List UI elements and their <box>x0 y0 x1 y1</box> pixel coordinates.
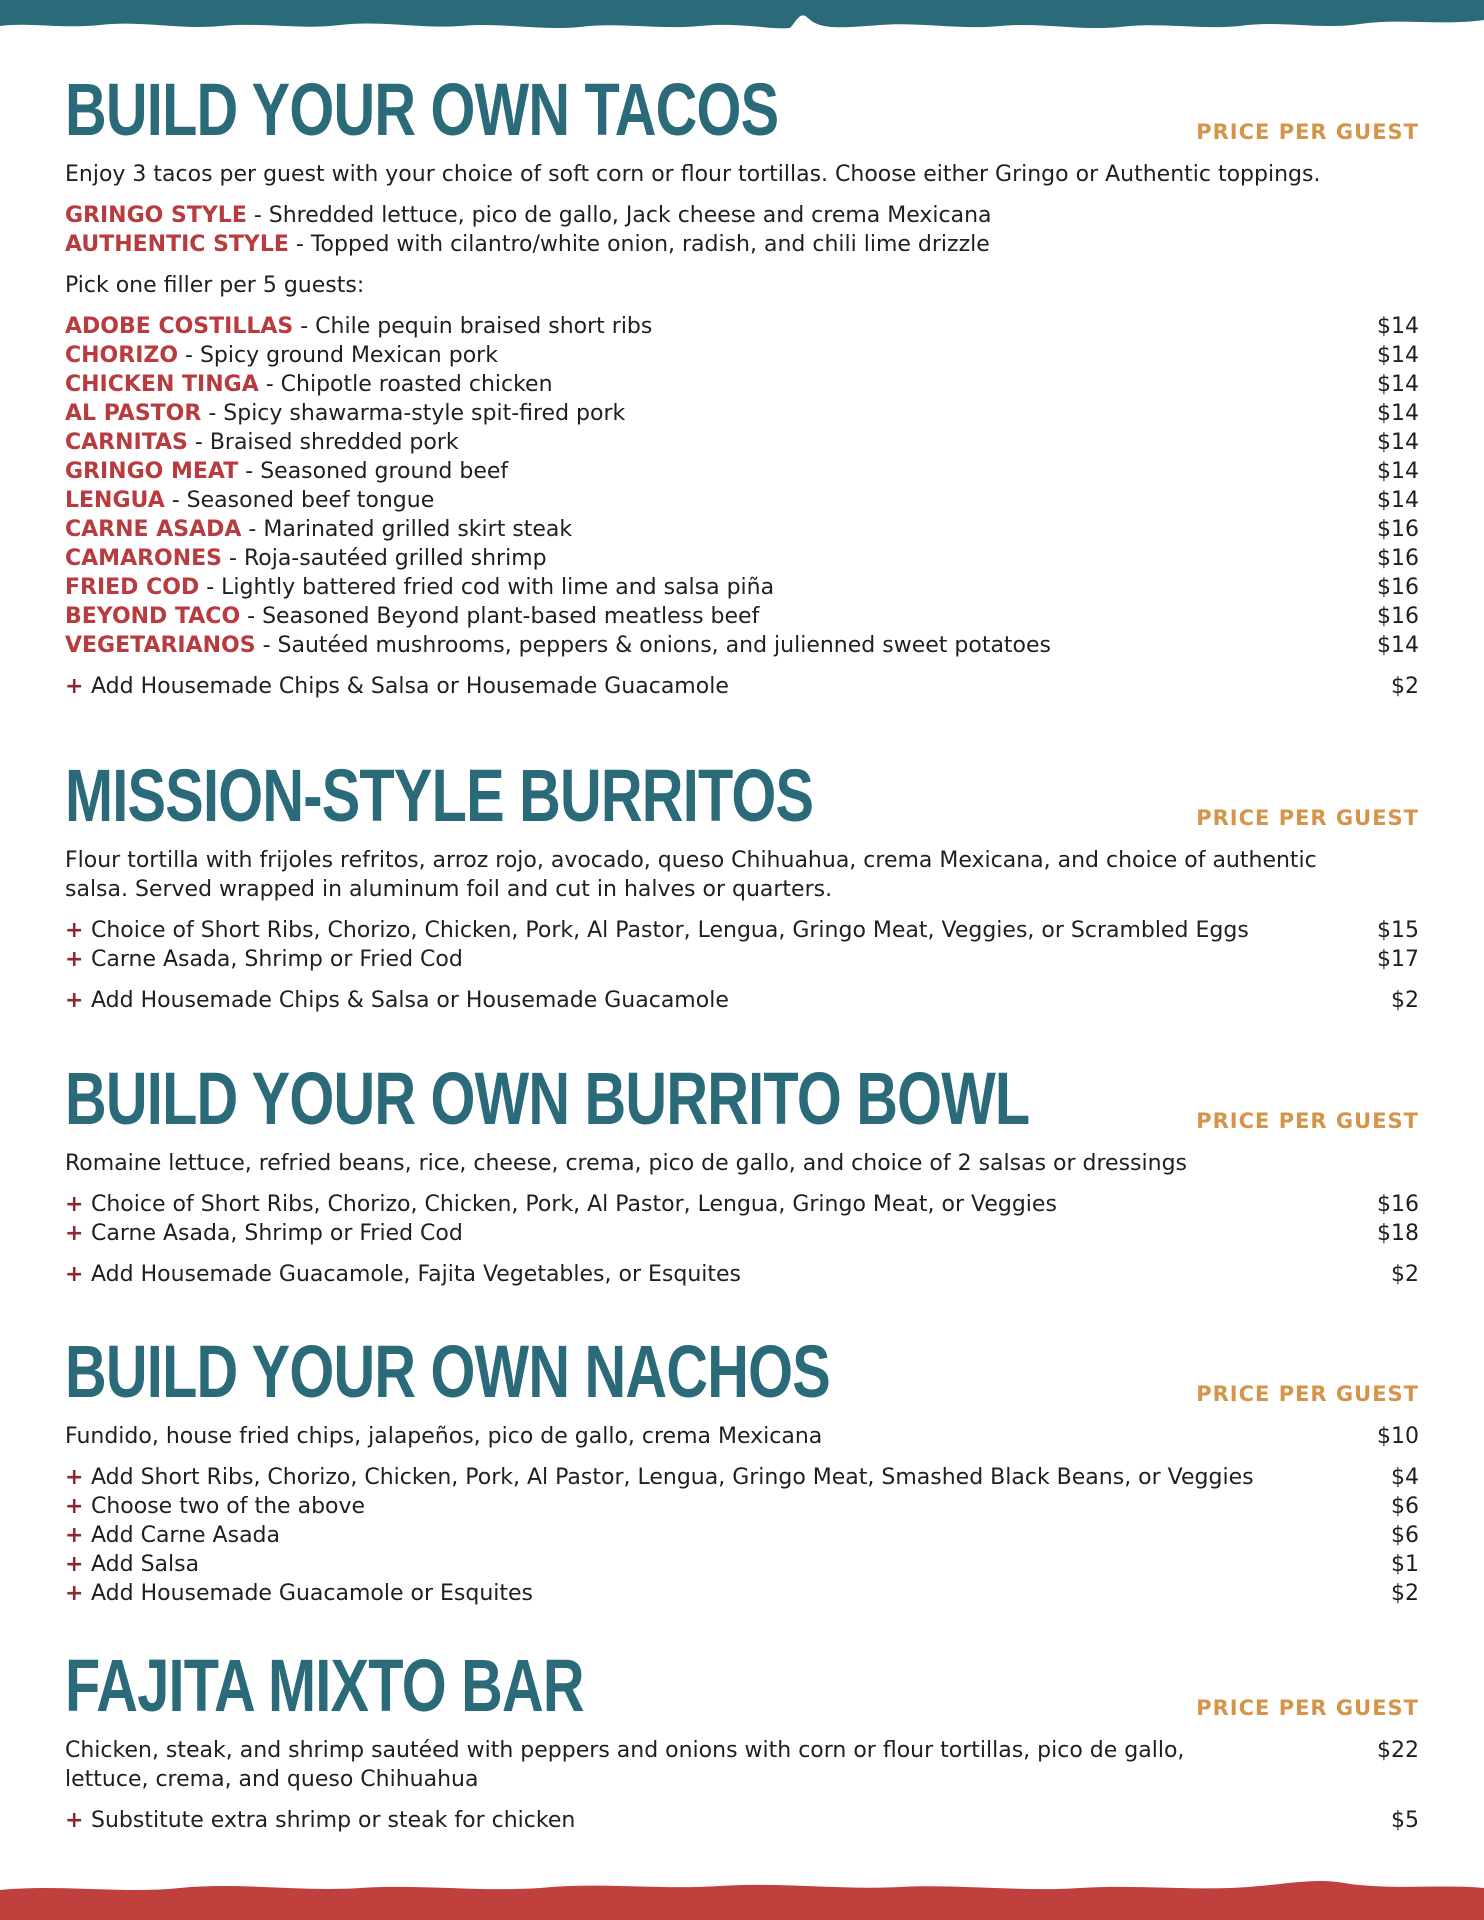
filler-desc: - Chipotle roasted chicken <box>258 372 553 397</box>
filler-name: CARNE ASADA <box>65 517 242 542</box>
filler-desc: - Lightly battered fried cod with lime and salsa piña <box>199 575 775 600</box>
plus-icon: + <box>65 918 84 943</box>
burritos-header <box>65 756 1419 836</box>
bowl-title: BUILD YOUR OWN BURRITO BOWL <box>65 1057 1030 1140</box>
fajita-addon-row <box>65 1806 1419 1835</box>
bowl-addon-row <box>65 1260 1419 1289</box>
addon-label: Add Housemade Guacamole, Fajita Vegetables, or Esquites <box>91 1262 741 1287</box>
filler-price: $14 <box>1377 488 1419 513</box>
tacos-header <box>65 70 1419 150</box>
filler-row <box>65 602 1419 631</box>
filler-name: FRIED COD <box>65 575 200 600</box>
tacos-style-row <box>65 230 1419 259</box>
filler-price: $14 <box>1377 372 1419 397</box>
plus-icon: + <box>65 1581 84 1606</box>
filler-desc: - Roja-sautéed grilled shrimp <box>222 546 547 571</box>
addon-label: Add Housemade Chips & Salsa or Housemade Guacamole <box>91 674 729 699</box>
filler-name: VEGETARIANOS <box>65 633 256 658</box>
bowl-header <box>65 1059 1419 1139</box>
filler-name: LENGUA <box>65 488 165 513</box>
addon-label: Substitute extra shrimp or steak for chicken <box>91 1808 576 1833</box>
filler-desc: - Marinated grilled skirt steak <box>241 517 573 542</box>
option-label: Add Carne Asada <box>91 1523 280 1548</box>
option-label: Choice of Short Ribs, Chorizo, Chicken, Pork, Al Pastor, Lengua, Gringo Meat, or Veggies <box>91 1192 1057 1217</box>
filler-desc: - Seasoned beef tongue <box>164 488 435 513</box>
filler-price: $14 <box>1377 314 1419 339</box>
nachos-section <box>65 1332 1419 1608</box>
style-name: GRINGO STYLE <box>65 203 247 228</box>
filler-price: $14 <box>1377 633 1419 658</box>
fajita-base-price: $22 <box>1377 1738 1419 1763</box>
filler-price: $14 <box>1377 430 1419 455</box>
plus-icon: + <box>65 988 84 1013</box>
filler-name: CAMARONES <box>65 546 223 571</box>
bottom-decorative-band <box>0 1876 1484 1920</box>
nachos-option-row <box>65 1463 1419 1492</box>
plus-icon: + <box>65 1808 84 1833</box>
tacos-style-row <box>65 201 1419 230</box>
plus-icon: + <box>65 1192 84 1217</box>
plus-icon: + <box>65 1262 84 1287</box>
fajita-intro-row-2 <box>65 1765 1419 1794</box>
tacos-addon-row <box>65 672 1419 701</box>
filler-row <box>65 428 1419 457</box>
option-price: $6 <box>1391 1494 1419 1519</box>
filler-desc: - Chile pequin braised short ribs <box>293 314 653 339</box>
filler-desc: - Spicy shawarma-style spit-fired pork <box>201 401 626 426</box>
nachos-intro: Fundido, house fried chips, jalapeños, pico de gallo, crema Mexicana <box>65 1424 823 1449</box>
fajita-intro-line2: lettuce, crema, and queso Chihuahua <box>65 1767 479 1792</box>
bowl-option-row <box>65 1219 1419 1248</box>
nachos-option-row <box>65 1550 1419 1579</box>
filler-row <box>65 399 1419 428</box>
burrito-option-row <box>65 916 1419 945</box>
burritos-title: MISSION-STYLE BURRITOS <box>65 754 814 837</box>
filler-row <box>65 515 1419 544</box>
filler-name: CARNITAS <box>65 430 188 455</box>
style-desc: - Shredded lettuce, pico de gallo, Jack cheese and crema Mexicana <box>246 203 992 228</box>
plus-icon: + <box>65 674 84 699</box>
nachos-header <box>65 1332 1419 1412</box>
plus-icon: + <box>65 1221 84 1246</box>
plus-icon: + <box>65 1523 84 1548</box>
addon-price: $2 <box>1391 674 1419 699</box>
filler-row <box>65 341 1419 370</box>
fajita-price-per-guest: PRICE PER GUEST <box>1196 1696 1419 1720</box>
option-label: Add Housemade Guacamole or Esquites <box>91 1581 534 1606</box>
filler-name: ADOBE COSTILLAS <box>65 314 294 339</box>
fajita-section <box>65 1646 1419 1835</box>
filler-row <box>65 544 1419 573</box>
filler-name: GRINGO MEAT <box>65 459 239 484</box>
option-label: Carne Asada, Shrimp or Fried Cod <box>91 947 463 972</box>
addon-price: $2 <box>1391 988 1419 1013</box>
option-label: Carne Asada, Shrimp or Fried Cod <box>91 1221 463 1246</box>
option-price: $15 <box>1377 918 1419 943</box>
filler-desc: - Braised shredded pork <box>187 430 459 455</box>
filler-name: AL PASTOR <box>65 401 202 426</box>
filler-name: CHICKEN TINGA <box>65 372 259 397</box>
option-price: $16 <box>1377 1192 1419 1217</box>
tacos-section <box>65 70 1419 701</box>
style-name: AUTHENTIC STYLE <box>65 232 289 257</box>
nachos-title: BUILD YOUR OWN NACHOS <box>65 1330 830 1413</box>
option-label: Choice of Short Ribs, Chorizo, Chicken, Pork, Al Pastor, Lengua, Gringo Meat, Veggies, or Scrambled Eggs <box>91 918 1249 943</box>
burritos-intro: Flour tortilla with frijoles refritos, arroz rojo, avocado, queso Chihuahua, crema Mexicana, and choice of authentic salsa. Served wrapped in aluminum foil and cut in halves or quarters. <box>65 848 1317 902</box>
tacos-intro: Enjoy 3 tacos per guest with your choice of soft corn or flour tortillas. Choose either Gringo or Authentic toppings. <box>65 162 1321 187</box>
filler-price: $16 <box>1377 517 1419 542</box>
filler-name: CHORIZO <box>65 343 179 368</box>
option-price: $4 <box>1391 1465 1419 1490</box>
fajita-title: FAJITA MIXTO BAR <box>65 1644 584 1727</box>
plus-icon: + <box>65 1494 84 1519</box>
nachos-intro-row <box>65 1422 1419 1451</box>
filler-row <box>65 312 1419 341</box>
nachos-base-price: $10 <box>1377 1424 1419 1449</box>
fajita-intro-line1: Chicken, steak, and shrimp sautéed with peppers and onions with corn or flour tortillas, pico de gallo, <box>65 1738 1185 1763</box>
plus-icon: + <box>65 1552 84 1577</box>
option-price: $1 <box>1391 1552 1419 1577</box>
top-decorative-band <box>0 0 1484 34</box>
nachos-option-row <box>65 1521 1419 1550</box>
bowl-intro: Romaine lettuce, refried beans, rice, cheese, crema, pico de gallo, and choice of 2 salsas or dressings <box>65 1151 1187 1176</box>
tacos-filler-note: Pick one filler per 5 guests: <box>65 273 365 298</box>
filler-desc: - Seasoned Beyond plant-based meatless beef <box>240 604 760 629</box>
tacos-title: BUILD YOUR OWN TACOS <box>65 68 779 151</box>
plus-icon: + <box>65 1465 84 1490</box>
addon-price: $2 <box>1391 1262 1419 1287</box>
burritos-price-per-guest: PRICE PER GUEST <box>1196 806 1419 830</box>
bowl-option-row <box>65 1190 1419 1219</box>
bowl-section <box>65 1059 1419 1289</box>
addon-price: $5 <box>1391 1808 1419 1833</box>
filler-name: BEYOND TACO <box>65 604 241 629</box>
filler-row <box>65 370 1419 399</box>
burrito-option-row <box>65 945 1419 974</box>
style-desc: - Topped with cilantro/white onion, radish, and chili lime drizzle <box>288 232 990 257</box>
option-label: Add Salsa <box>91 1552 200 1577</box>
filler-price: $14 <box>1377 459 1419 484</box>
filler-row <box>65 457 1419 486</box>
bowl-price-per-guest: PRICE PER GUEST <box>1196 1109 1419 1133</box>
filler-price: $14 <box>1377 401 1419 426</box>
option-label: Choose two of the above <box>91 1494 366 1519</box>
tacos-price-per-guest: PRICE PER GUEST <box>1196 120 1419 144</box>
fajita-header <box>65 1646 1419 1726</box>
option-price: $6 <box>1391 1523 1419 1548</box>
filler-desc: - Sautéed mushrooms, peppers & onions, and julienned sweet potatoes <box>255 633 1052 658</box>
addon-label: Add Housemade Chips & Salsa or Housemade Guacamole <box>91 988 729 1013</box>
burritos-addon-row <box>65 986 1419 1015</box>
filler-price: $16 <box>1377 604 1419 629</box>
nachos-option-row <box>65 1579 1419 1608</box>
option-price: $2 <box>1391 1581 1419 1606</box>
option-label: Add Short Ribs, Chorizo, Chicken, Pork, Al Pastor, Lengua, Gringo Meat, Smashed Black Beans, or Veggies <box>91 1465 1254 1490</box>
filler-price: $16 <box>1377 575 1419 600</box>
filler-desc: - Spicy ground Mexican pork <box>178 343 498 368</box>
filler-price: $14 <box>1377 343 1419 368</box>
option-price: $17 <box>1377 947 1419 972</box>
nachos-option-row <box>65 1492 1419 1521</box>
filler-row <box>65 631 1419 660</box>
filler-row <box>65 573 1419 602</box>
filler-row <box>65 486 1419 515</box>
filler-price: $16 <box>1377 546 1419 571</box>
plus-icon: + <box>65 947 84 972</box>
fajita-intro-row <box>65 1736 1419 1765</box>
option-price: $18 <box>1377 1221 1419 1246</box>
nachos-price-per-guest: PRICE PER GUEST <box>1196 1382 1419 1406</box>
burritos-section <box>65 756 1419 1015</box>
filler-desc: - Seasoned ground beef <box>238 459 509 484</box>
